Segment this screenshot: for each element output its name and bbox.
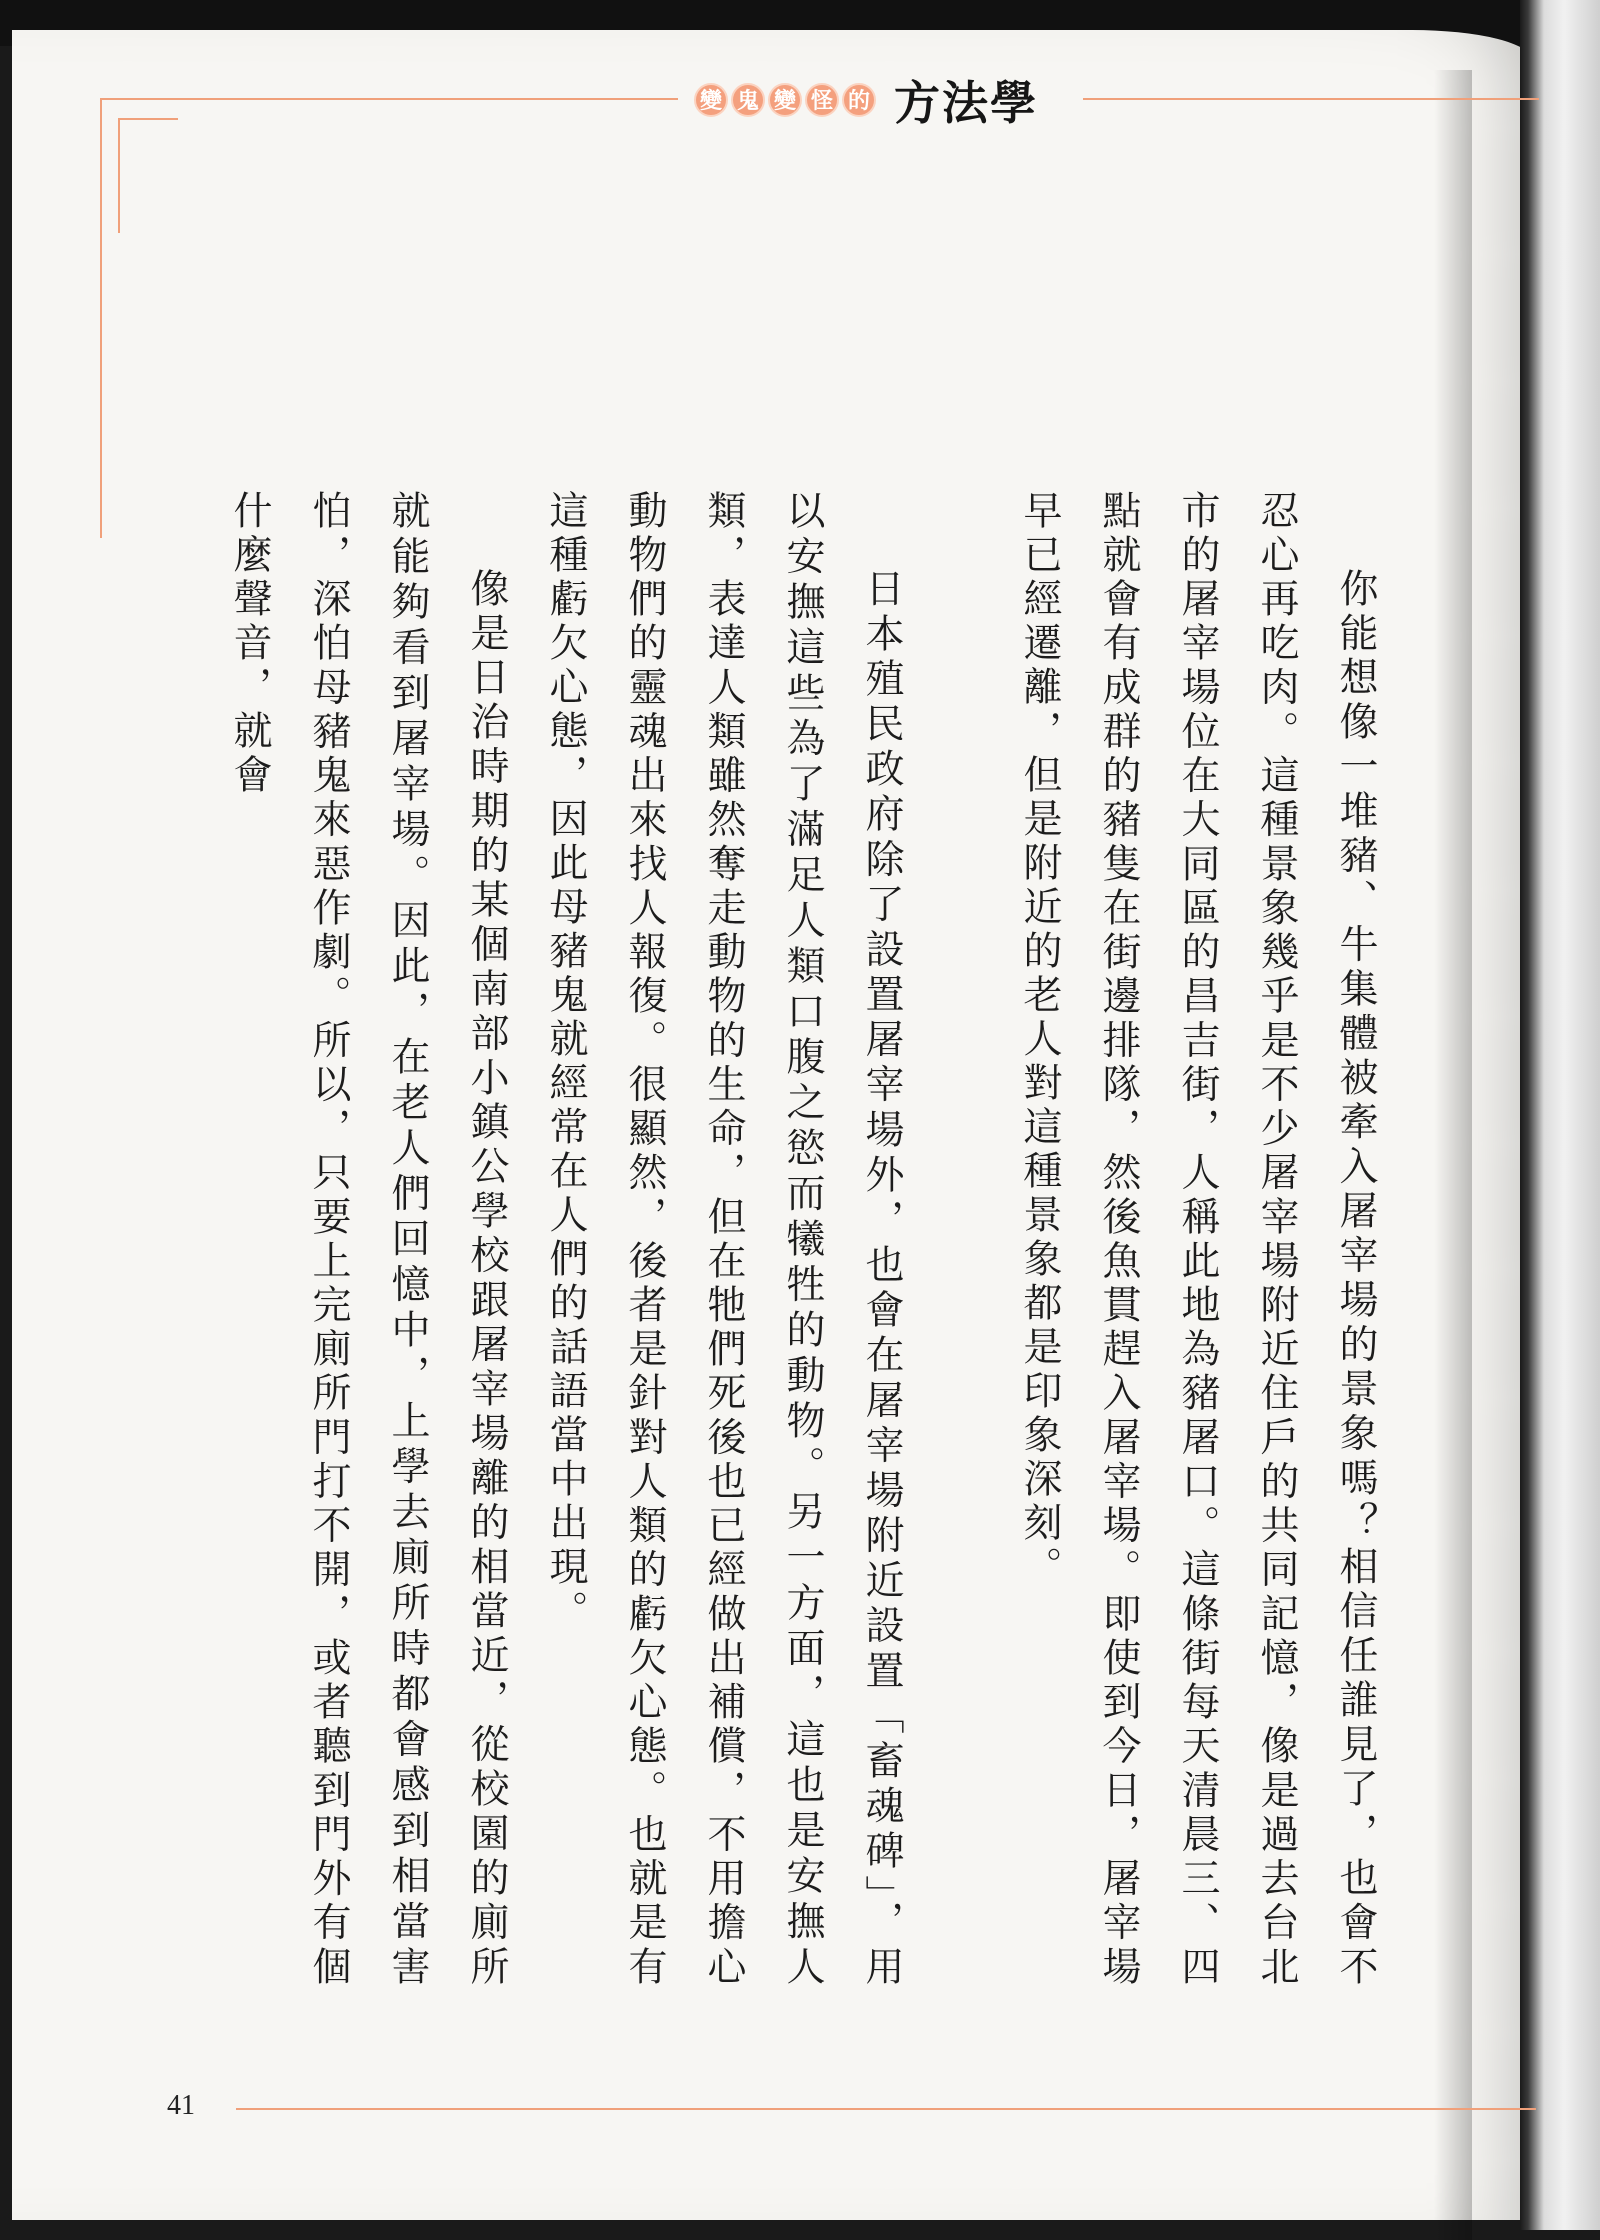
page-number: 41 [167,2090,195,2121]
page-fold-edge [1520,0,1600,2230]
paragraph-3: 像是日治時期的某個南部小鎮公學校跟屠宰場離的相當近，從校園的廁所就能夠看到屠宰場。因此，在老人們回憶中，上學去廁所時都會感到相當害怕，深怕母豬鬼來惡作劇。所以，只要上完廁所門打不開，或者聽到門外有個什麼聲音，就會 [227,490,509,1990]
frame-corner-inner-horizontal [118,118,178,120]
series-char-3: 變 [768,83,802,117]
frame-corner-inner-vertical [118,118,120,233]
series-char-1: 變 [694,83,728,117]
series-badges [690,83,880,117]
paragraph-2: 日本殖民政府除了設置屠宰場外，也會在屠宰場附近設置「畜魂碑」，用以安撫這些為了滿足人類口腹之慾而犧牲的動物。另一方面，這也是安撫人類，表達人類雖然奪走動物的生命，但在牠們死後也已經做出補償，不用擔心動物們的靈魂出來找人報復。很顯然，後者是針對人類的虧欠心態。也就是有這種虧欠心態，因此母豬鬼就經常在人們的話語當中出現。 [543,490,904,1990]
frame-rule-vertical [100,98,102,538]
footer-rule [236,2108,1536,2110]
page-curl-shadow [1434,70,1472,2240]
header-rule-right [1083,98,1539,100]
paragraph-1: 你能想像一堆豬、牛集體被牽入屠宰場的景象嗎？相信任誰見了，也會不忍心再吃肉。這種景象幾乎是不少屠宰場附近住戶的共同記憶，像是過去台北市的屠宰場位在大同區的昌吉街，人稱此地為豬屠口。這條街每天清晨三、四點就會有成群的豬隻在街邊排隊，然後魚貫趕入屠宰場。即使到今日，屠宰場早已經遷離，但是附近的老人對這種景象都是印象深刻。 [1017,490,1378,1990]
book-title: 方法學 [894,76,1038,130]
series-char-4: 怪 [805,83,839,117]
series-char-2: 鬼 [731,83,765,117]
series-char-5: 的 [842,83,876,117]
vertical-body-text [210,490,1395,1990]
running-header [690,74,1038,130]
header-rule-left [100,98,678,100]
